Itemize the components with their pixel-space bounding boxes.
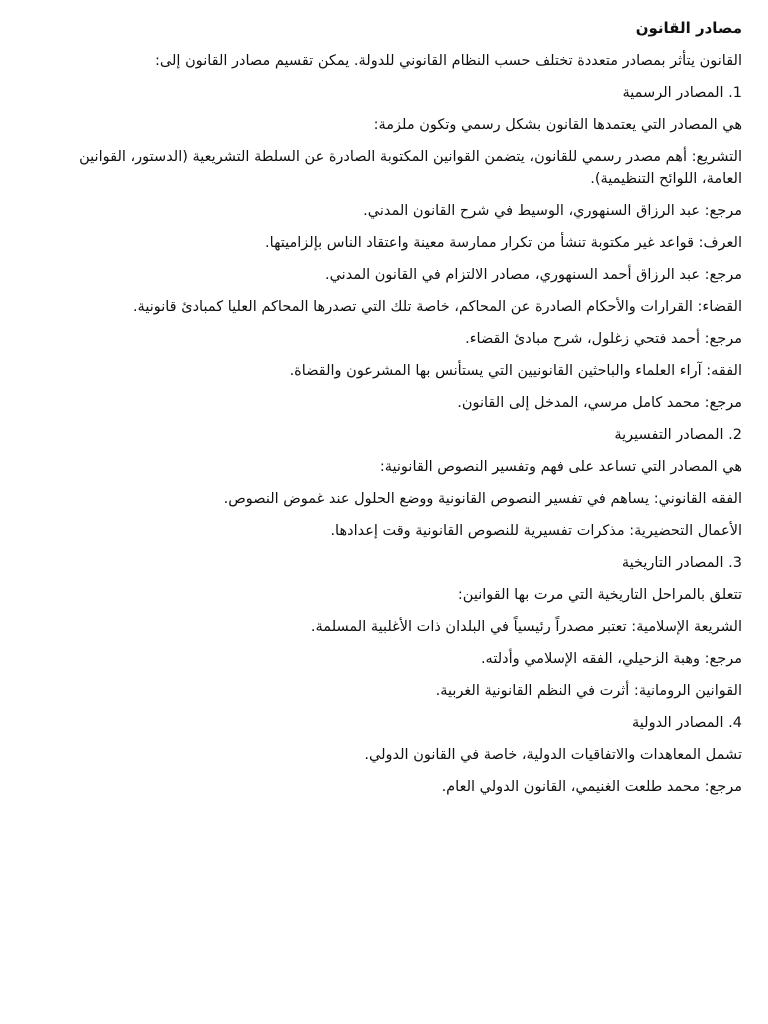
reference-jurisprudence: مرجع: محمد كامل مرسي، المدخل إلى القانون. [457, 395, 742, 411]
paragraph-preparatory-works: الأعمال التحضيرية: مذكرات تفسيرية للنصوص القانونية وقت إعدادها. [330, 523, 742, 539]
paragraph-legal-jurisprudence: الفقه القانوني: يساهم في تفسير النصوص القانونية ووضع الحلول عند غموض النصوص. [223, 491, 742, 507]
paragraph-official-desc: هي المصادر التي يعتمدها القانون بشكل رسمي وتكون ملزمة: [373, 117, 742, 133]
heading-interpretive-sources: 2. المصادر التفسيرية [614, 427, 742, 443]
paragraph-international-desc: تشمل المعاهدات والاتفاقيات الدولية، خاصة في القانون الدولي. [364, 747, 742, 763]
document-title: مصادر القانون [635, 19, 742, 37]
reference-custom: مرجع: عبد الرزاق أحمد السنهوري، مصادر الالتزام في القانون المدني. [324, 267, 742, 283]
paragraph-intro: القانون يتأثر بمصادر متعددة تختلف حسب النظام القانوني للدولة. يمكن تقسيم مصادر القانون إلى: [155, 53, 742, 69]
reference-islamic-sharia: مرجع: وهبة الزحيلي، الفقه الإسلامي وأدلته. [480, 651, 742, 667]
heading-official-sources: 1. المصادر الرسمية [622, 85, 742, 101]
reference-international: مرجع: محمد طلعت الغنيمي، القانون الدولي العام. [441, 779, 742, 795]
paragraph-custom: العرف: قواعد غير مكتوبة تنشأ من تكرار ممارسة معينة واعتقاد الناس بإلزاميتها. [265, 235, 742, 251]
reference-judiciary: مرجع: أحمد فتحي زغلول، شرح مبادئ القضاء. [465, 331, 742, 347]
paragraph-islamic-sharia: الشريعة الإسلامية: تعتبر مصدراً رئيسياً في البلدان ذات الأغلبية المسلمة. [310, 619, 742, 635]
heading-historical-sources: 3. المصادر التاريخية [621, 555, 742, 571]
heading-international-sources: 4. المصادر الدولية [632, 715, 742, 731]
paragraph-judiciary: القضاء: القرارات والأحكام الصادرة عن المحاكم، خاصة تلك التي تصدرها المحاكم العليا كمبادئ قانونية. [132, 299, 742, 315]
reference-legislation: مرجع: عبد الرزاق السنهوري، الوسيط في شرح القانون المدني. [363, 203, 742, 219]
paragraph-legislation: التشريع: أهم مصدر رسمي للقانون، يتضمن القوانين المكتوبة الصادرة عن السلطة التشريعية (الدستور، القوانين العامة، اللوائح التنظيمية). [79, 149, 742, 187]
paragraph-historical-desc: تتعلق بالمراحل التاريخية التي مرت بها القوانين: [457, 587, 742, 603]
paragraph-roman-law: القوانين الرومانية: أثرت في النظم القانونية الغربية. [435, 683, 742, 699]
paragraph-jurisprudence: الفقه: آراء العلماء والباحثين القانونيين التي يستأنس بها المشرعون والقضاة. [289, 363, 742, 379]
paragraph-interpretive-desc: هي المصادر التي تساعد على فهم وتفسير النصوص القانونية: [379, 459, 742, 475]
